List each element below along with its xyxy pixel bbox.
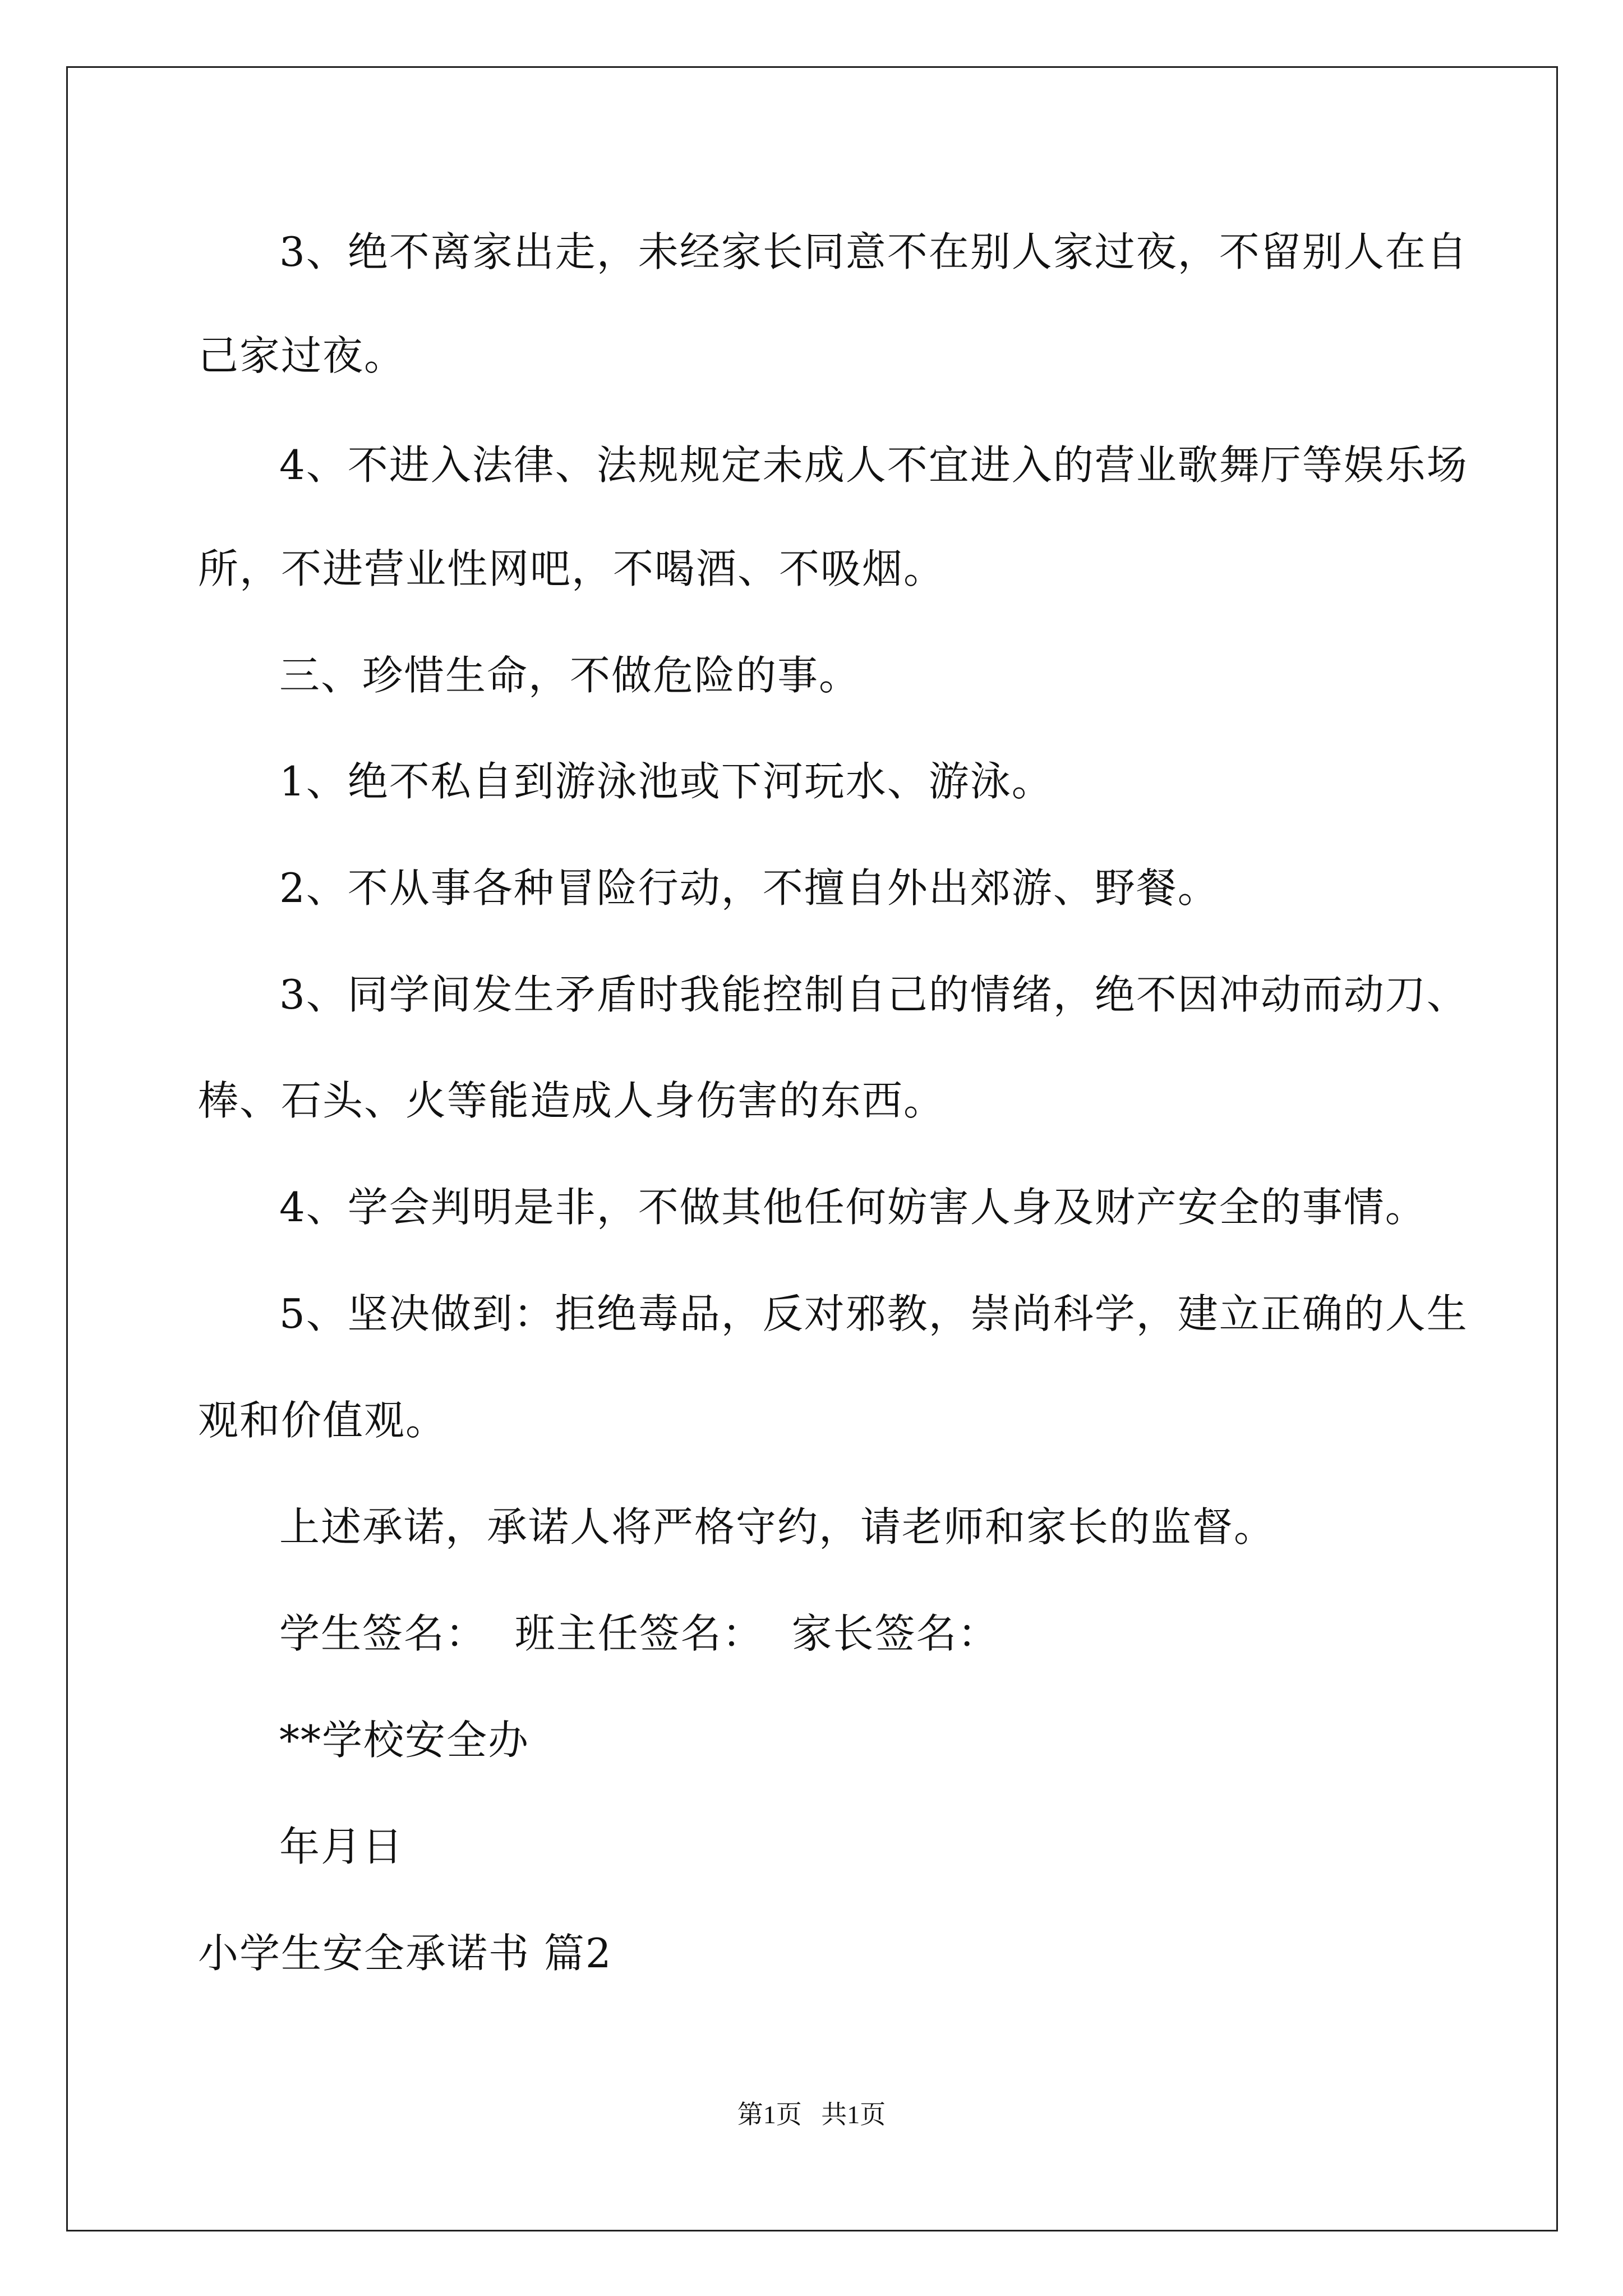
body-line-7: 2、不从事各种冒险行动，不擅自外出郊游、野餐。 [279,864,1219,912]
body-line-10: 4、学会判明是非，不做其他任何妨害人身及财产安全的事情。 [279,1184,1427,1231]
page-border [66,66,1558,2231]
body-line-9: 棒、石头、火等能造成人身伤害的东西。 [198,1077,946,1124]
date-line: 年月日 [279,1823,404,1870]
body-line-8: 3、同学间发生矛盾时我能控制自己的情绪，绝不因冲动而动刀、 [279,971,1468,1018]
body-line-3: 4、不进入法律、法规规定未成人不宜进入的营业歌舞厅等娱乐场 [279,441,1468,489]
body-line-6: 1、绝不私自到游泳池或下河玩水、游泳。 [279,758,1053,805]
body-line-13: 上述承诺，承诺人将严格守约，请老师和家长的监督。 [279,1503,1276,1550]
issuer-line: **学校安全办 [279,1717,530,1764]
body-line-12: 观和价值观。 [198,1397,448,1444]
body-line-4: 所，不进营业性网吧，不喝酒、不吸烟。 [198,545,946,592]
body-line-11: 5、坚决做到：拒绝毒品，反对邪教，崇尚科学，建立正确的人生 [279,1290,1468,1337]
section-heading: 三、珍惜生命，不做危险的事。 [279,652,861,699]
page-footer: 第1页 共1页 [737,2100,886,2129]
signature-line: 学生签名： 班主任签名： 家长签名： [279,1610,999,1657]
body-line-2: 己家过夜。 [198,332,406,379]
body-line-1: 3、绝不离家出走，未经家长同意不在别人家过夜，不留别人在自 [279,228,1468,275]
next-section-title: 小学生安全承诺书 篇2 [198,1930,612,1977]
